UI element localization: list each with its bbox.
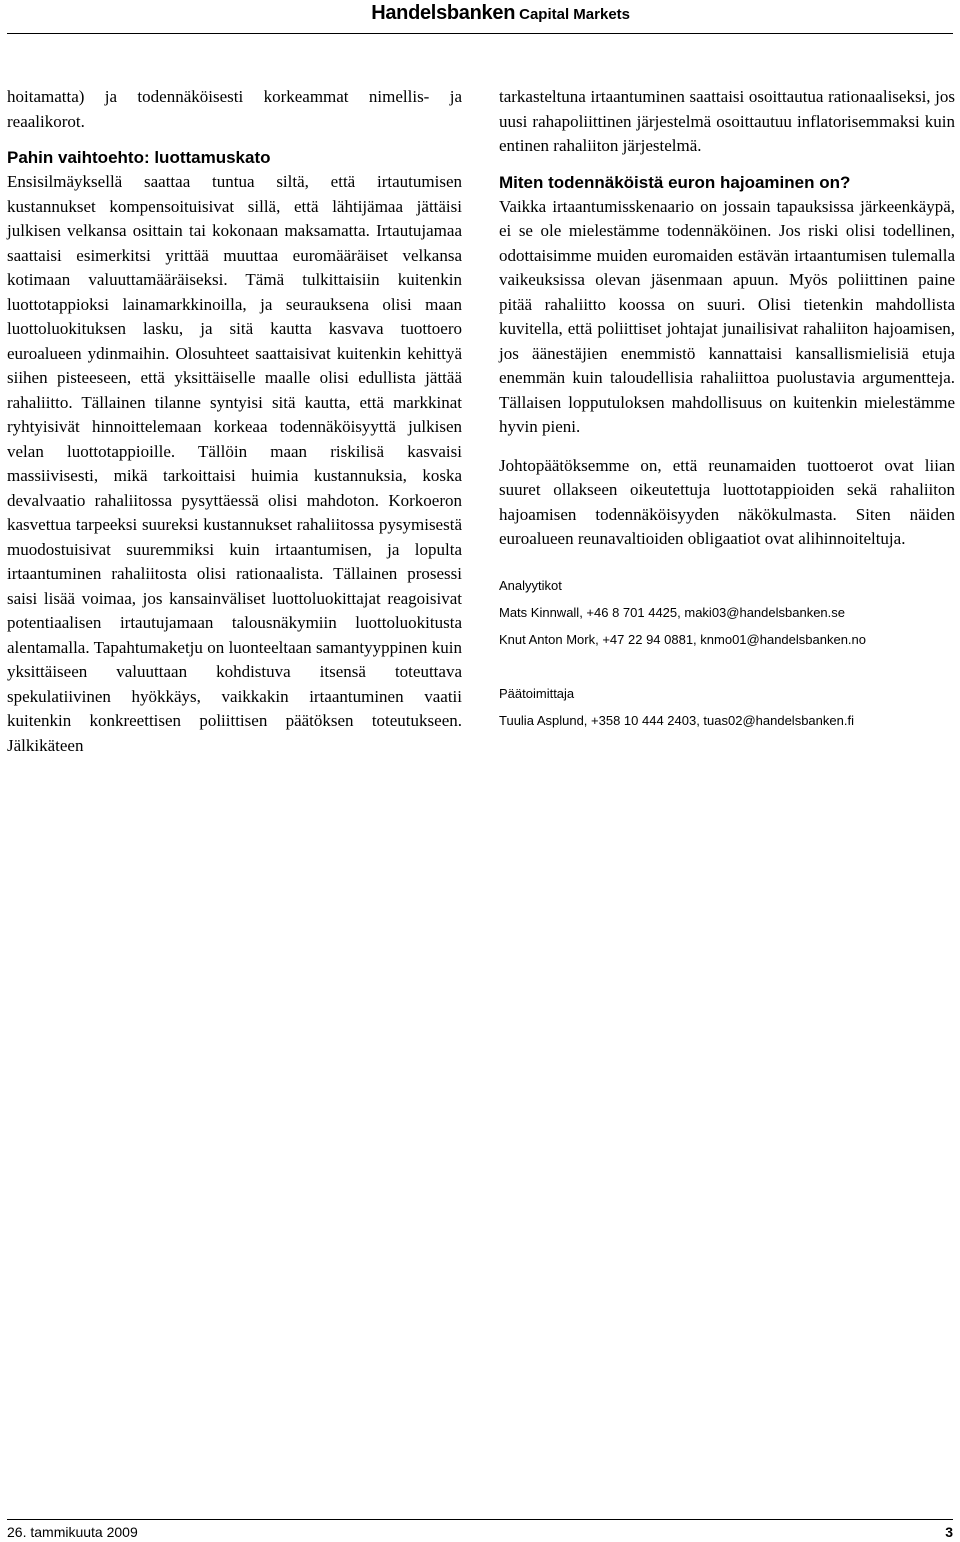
footer-date: 26. tammikuuta 2009 <box>7 1524 138 1540</box>
right-intro-paragraph: tarkasteltuna irtaantuminen saattaisi osoittautua rationaaliseksi, jos uusi rahapoliittinen järjestelmä osoittautuu inflatorisemmaksi kuin entinen rahaliiton järjestelmä. <box>499 87 955 155</box>
editor-label: Päätoimittaja <box>499 685 575 701</box>
page-number: 3 <box>945 1524 953 1540</box>
left-section-heading: Pahin vaihtoehto: luottamuskato <box>7 148 271 167</box>
header-rule <box>7 33 953 34</box>
footer-rule <box>7 1519 953 1520</box>
analyst-contact-1: Mats Kinnwall, +46 8 701 4425, maki03@handelsbanken.se <box>499 604 846 620</box>
brand-suffix: Capital Markets <box>519 6 630 23</box>
analyst-contact-2: Knut Anton Mork, +47 22 94 0881, knmo01@handelsbanken.no <box>499 631 866 647</box>
left-body-paragraph: Ensisilmäyksellä saattaa tuntua siltä, että irtautumisen kustannukset kompensoituisivat sillä, että lähtijämaa jättäisi julkisen velkansa osittain tai kokonaan maksamatta. Irtautujamaa saattaisi esimerkitsi yrittää muuttaa euromääräiset velkansa kotimaan valuuttamääräiseksi. Tämä tulkittaisiin kuitenkin luottotappioksi lainamarkkinoilla, ja seurauksena olisi maan luottoluokituksen lasku, ja sitä kautta kasvava tuottoero euroalueen ydinmaihin. Olosuhteet saattaisivat kuitenkin kehittyä siihen pisteeseen, että yksittäiselle maalle olisi edullista jättää rahaliitto. Tällainen tilanne syntyisi sitä kautta, että markkinat ryhtyisivät hinnoittelemaan korkeaa todennäköisyyttä julkisen velan luottotappioille. Tällöin maan riskilisä kasvaisi massiivisesti, mikä tarkoittaisi huimia kustannuksia, koska devalvaatio rahaliitossa pysyttäessä olisi mahdoton. Korkoeron kasvettua tarpeeksi suureksi kustannukset rahaliitossa pysymisestä muodostuisivat suuremmiksi kuin irtaantumisen, ja lopulta irtaantuminen rahaliitosta olisi rationaalista. Tällainen prosessi saisi lisää voimaa, jos kansainväliset luottoluokittajat reagoisivat potentiaalisen irtautujamaan talousnäkymiin luottoluokitusta alentamalla. Tapahtumaketju on luonteeltaan samantyyppinen kuin yksittäiseen valuuttaan kohdistuva itsensä toteuttava spekulatiivinen hyökkäys, vaikkakin irtaantuminen vaatii kuitenkin konkreettisen poliittisen päätöksen toteutukseen. Jälkikäteen <box>7 172 462 755</box>
left-column <box>7 85 462 758</box>
left-intro-paragraph: hoitamatta) ja todennäköisesti korkeammat nimellis- ja reaalikorot. <box>7 87 462 131</box>
editor-contact: Tuulia Asplund, +358 10 444 2403, tuas02@handelsbanken.fi <box>499 712 854 728</box>
right-section-heading: Miten todennäköistä euron hajoaminen on? <box>499 172 851 192</box>
right-body-paragraph-2: Johtopäätöksemme on, että reunamaiden tuottoerot ovat liian suuret ollakseen oikeutettuja luottotappioiden sekä rahaliiton hajoamisen todennäköisyyden näkökulmasta. Siten näiden euroalueen reunavaltioiden obligaatiot ovat alihinnoiteltuja. <box>499 455 955 548</box>
analysts-label: Analyytikot <box>499 577 562 593</box>
contacts-block <box>499 578 955 729</box>
brand-logo <box>371 2 630 25</box>
right-column <box>499 85 955 729</box>
right-body-paragraph-1: Vaikka irtaantumisskenaario on jossain tapauksissa järkeenkäypä, ei se ole mielestämme todennäköinen. Jos riski olisi todellinen, odottaisimme muiden euromaiden estävän irtaantumisen tulemalla vaikeuksissa olevan jäsenmaan apuun. Myös poliittinen paine pitää rahaliitto koossa on suuri. Olisi tietenkin mahdollista kuvitella, että poliittiset johtajat junailisivat rahaliiton hajoamisen, jos äänestäjien enemmistö kannattaisi kansallismielisiä etuja enemmän kuin taloudellisia rahaliittoa puolustavia argumentteja. Tällaisen lopputuloksen mahdollisuus on kuitenkin mielestämme hyvin pieni. <box>499 196 955 436</box>
brand-name: Handelsbanken <box>371 2 516 24</box>
